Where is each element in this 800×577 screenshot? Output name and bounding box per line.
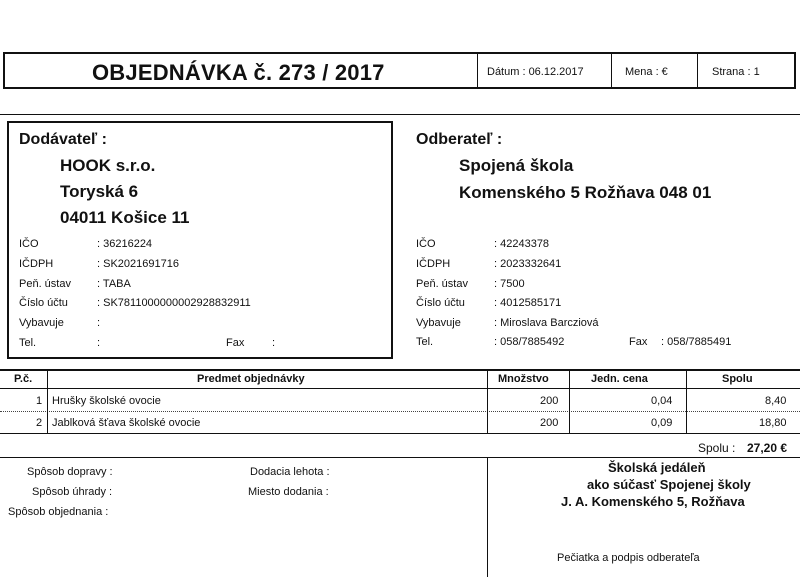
supplier-handler-label: Vybavuje [19,317,64,329]
row-1-no: 1 [36,395,43,407]
supplier-heading: Dodávateľ : [19,131,107,148]
supplier-ico-value: : 36216224 [97,238,153,250]
document-title: OBJEDNÁVKA č. 273 / 2017 [92,60,385,85]
supplier-name: HOOK s.r.o. [60,156,156,175]
col-divider [487,370,488,433]
customer-address: Komenského 5 Rožňava 048 01 [459,183,712,202]
col-divider [686,370,687,433]
stamp-line-3: J. A. Komenského 5, Rožňava [561,494,745,509]
sum-value: 27,20 € [747,441,788,455]
row-1-unit-price: 0,04 [651,395,673,407]
stamp-line-2: ako súčasť Spojenej školy [587,477,751,492]
delivery-term-label: Dodacia lehota : [250,466,330,478]
row-separator [0,411,800,412]
supplier-tel-label: Tel. [19,337,37,349]
table-body-bottom [0,433,800,434]
supplier-fax-value: : [272,337,276,349]
row-2-item: Jablková šťava školské ovocie [52,417,201,429]
row-2-qty: 200 [540,417,559,429]
total-row-bottom [0,457,800,458]
supplier-tel-value: : [97,337,101,349]
stamp-line-1: Školská jedáleň [608,460,706,475]
delivery-place-label: Miesto dodania : [248,486,329,498]
customer-icdph-label: IČDPH [416,258,451,270]
col-divider [569,370,570,433]
supplier-ico-label: IČO [19,238,39,250]
supplier-handler-value: : [97,317,101,329]
supplier-account-value: : SK7811000000002928832911 [97,297,251,309]
customer-heading: Odberateľ : [416,131,503,148]
supplier-account-label: Číslo účtu [19,297,68,309]
col-header-unit-price: Jedn. cena [591,373,648,385]
order-date: Dátum : 06.12.2017 [487,66,584,78]
page-number: Strana : 1 [712,66,760,78]
row-2-no: 2 [36,417,43,429]
row-1-qty: 200 [540,395,559,407]
col-divider [47,370,48,433]
payment-label: Spôsob úhrady : [32,486,113,498]
customer-fax-value: : 058/7885491 [661,336,732,348]
col-header-no: P.č. [14,373,33,385]
supplier-city: 04011 Košice 11 [60,208,190,227]
customer-ico-value: : 42243378 [494,238,550,250]
sum-label: Spolu : [698,441,736,455]
header-divider [697,54,698,87]
col-header-qty: Množstvo [498,373,549,385]
supplier-fax-label: Fax [226,337,245,349]
table-header-border [0,388,800,389]
transport-label: Spôsob dopravy : [27,466,113,478]
footer-divider [487,458,488,577]
customer-fax-label: Fax [629,336,648,348]
supplier-bank-label: Peň. ústav [19,278,71,290]
customer-account-label: Číslo účtu [416,297,465,309]
customer-handler-label: Vybavuje [416,317,461,329]
row-2-total: 18,80 [759,417,787,429]
supplier-bank-value: : TABA [97,278,131,290]
header-divider [611,54,612,87]
header-divider [477,54,478,87]
order-method-label: Spôsob objednania : [8,506,109,518]
customer-tel-value: : 058/7885492 [494,336,565,348]
customer-bank-label: Peň. ústav [416,278,468,290]
customer-account-value: : 4012585171 [494,297,562,309]
supplier-street: Toryská 6 [60,182,139,201]
customer-ico-label: IČO [416,238,436,250]
customer-handler-value: : Miroslava Barcziová [494,317,599,329]
customer-bank-value: : 7500 [494,278,525,290]
customer-tel-label: Tel. [416,336,434,348]
customer-name: Spojená škola [459,156,574,175]
col-header-item: Predmet objednávky [197,373,305,385]
row-1-item: Hrušky školské ovocie [52,395,161,407]
supplier-icdph-label: IČDPH [19,258,54,270]
table-top-border [0,369,800,371]
row-1-total: 8,40 [765,395,787,407]
supplier-icdph-value: : SK2021691716 [97,258,179,270]
col-header-total: Spolu [722,373,753,385]
row-2-unit-price: 0,09 [651,417,673,429]
currency: Mena : € [625,66,668,78]
signature-label: Pečiatka a podpis odberateľa [557,552,700,564]
customer-icdph-value: : 2023332641 [494,258,562,270]
